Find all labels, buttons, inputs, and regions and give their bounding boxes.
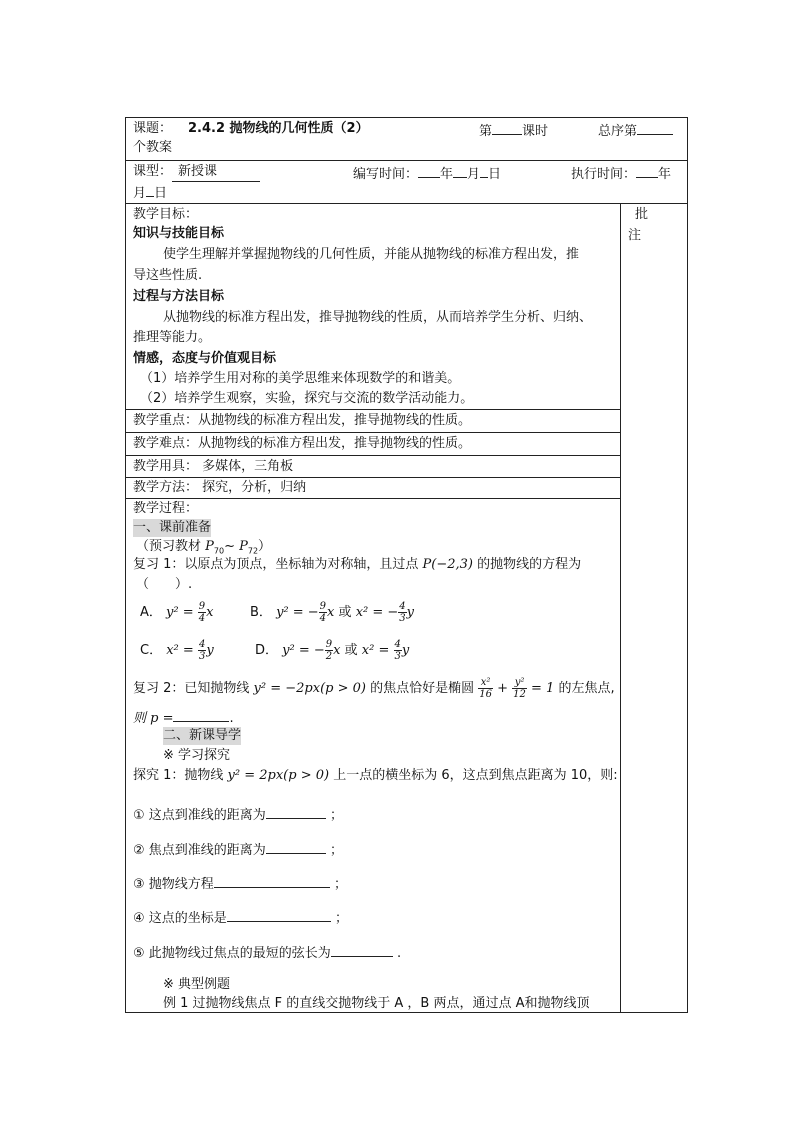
total-suffix: 个教案 [133,140,173,155]
review1-question: 复习 1：以原点为顶点，坐标轴为对称轴，且过点 P(−2,3) 的抛物线的方程为 [133,557,582,572]
key-point: 教学重点：从抛物线的标准方程出发，推导抛物线的性质。 [133,413,472,428]
emotion-title: 情感，态度与价值观目标 [133,351,277,366]
difficult-point: 教学难点：从抛物线的标准方程出发，推导抛物线的性质。 [133,436,472,451]
row-divider [125,455,620,456]
compile-time: 编写时间： 年 月 日 [353,163,501,184]
process-text: 从抛物线的标准方程出发，推导抛物线的性质，从而培养学生分析、归纳、 [163,310,593,325]
row-divider [125,203,688,204]
review2-question: 复习 2：已知抛物线 y² = −2px(p > 0) 的焦点恰好是椭圆 $\frac{\text{x²}}{16}$ + $\frac{\text{y²}}{12}$ = 1 的左焦点, [133,677,615,700]
explore-heading: ※ 学习探究 [163,748,231,763]
objectives-heading: 教学目标： [133,207,199,222]
exec-time-cont: 月 日 [133,182,167,203]
row-divider [125,409,620,410]
question-1: ① 这点到准线的距离为 ； [133,804,343,825]
teaching-tools: 教学用具： 多媒体，三角板 [133,459,294,474]
lesson-type: 课型： 新授课 [133,163,260,182]
option-d: D． y² = − $\frac{9}{2}$ x 或 x² = $\frac{4}{3}$ y [255,639,410,662]
option-b: B． y² = − $\frac{9}{4}$ x 或 x² = − $\frac{4}{3}$ y [250,601,415,624]
side-note: 批 [635,207,649,222]
row-divider [125,498,620,499]
option-a: A． y² = $\frac{9}{4}$ x [140,601,214,624]
option-c: C． x² = $\frac{4}{3}$ y [140,639,214,662]
knowledge-text: 导这些性质. [133,268,203,283]
example-heading: ※ 典型例题 [163,977,231,992]
notes-column-divider [620,203,621,1013]
question-4: ④ 这点的坐标是 ； [133,907,348,928]
knowledge-title: 知识与技能目标 [133,226,225,241]
explore1-question: 探究 1：抛物线 y² = 2px(p > 0) 上一点的横坐标为 6，这点到焦点距离为 10，则: [133,768,618,783]
review2-answer: 则 p = . [133,707,234,728]
preview-note: （预习教材 $P_{70}\sim$ $P_{72}$） [136,539,272,556]
row-divider [125,432,620,433]
section-heading: 二、新课导学 [163,728,242,743]
question-5: ⑤ 此抛物线过焦点的最短的弦长为 . [133,942,401,963]
lesson-title: 2.4.2 抛物线的几何性质（2） [188,121,369,136]
process-title: 过程与方法目标 [133,289,225,304]
row-divider [125,477,620,478]
review1-blank: （ ）. [136,577,193,592]
title-label: 课题： [133,121,173,136]
total-field: 总序第 [598,120,673,141]
question-2: ② 焦点到准线的距离为 ； [133,839,343,860]
emotion-item: （2）培养学生观察，实验，探究与交流的数学活动能力。 [140,391,474,406]
knowledge-text: 使学生理解并掌握抛物线的几何性质，并能从抛物线的标准方程出发，推 [163,247,580,262]
example-1: 例 1 过抛物线焦点 F 的直线交抛物线于 A ，B 两点，通过点 A和抛物线顶 [163,996,590,1011]
exec-time: 执行时间： 年 [571,163,671,184]
question-3: ③ 抛物线方程 ； [133,873,347,894]
period-field: 第 课时 [479,120,548,141]
section-heading: 一、课前准备 [133,520,212,535]
process-heading: 教学过程： [133,501,199,516]
row-divider [125,160,688,161]
process-text: 推理等能力。 [133,330,212,345]
side-note: 注 [628,228,642,243]
emotion-item: （1）培养学生用对称的美学思维来体现数学的和谐美。 [140,371,461,386]
teaching-methods: 教学方法： 探究，分析，归纳 [133,480,307,495]
